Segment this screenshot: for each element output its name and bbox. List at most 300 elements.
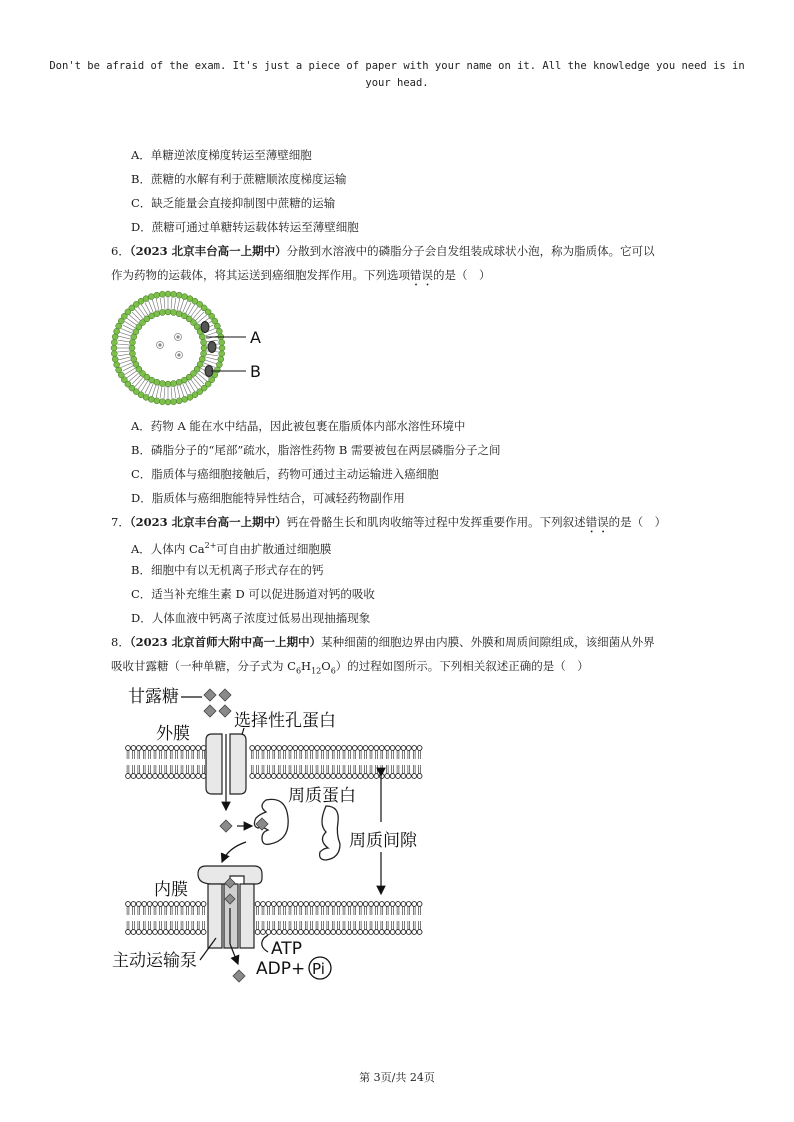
lipid-tail bbox=[206, 354, 219, 356]
periplasmic-protein-free bbox=[320, 806, 340, 860]
phospholipid-head bbox=[277, 902, 282, 907]
q8-mid2: O bbox=[321, 659, 331, 673]
phospholipid-head-outer bbox=[176, 398, 182, 404]
q7-source: （2023 北京丰台高一上期中） bbox=[129, 515, 287, 529]
lipid-tail bbox=[138, 379, 146, 390]
phospholipid-head bbox=[309, 746, 314, 751]
inner-membrane-label: 内膜 bbox=[154, 880, 188, 900]
lipid-tail bbox=[129, 315, 139, 323]
q8-source: （2023 北京首师大附中高一上期中） bbox=[129, 635, 322, 649]
lipid-tail bbox=[174, 298, 176, 311]
phospholipid-head bbox=[142, 746, 147, 751]
phospholipid-head-inner bbox=[199, 334, 205, 340]
phospholipid-head-outer bbox=[112, 356, 118, 362]
q6-option-b: B．磷脂分子的“尾部”疏水，脂溶性药物 B 需要被包在两层磷脂分子之间 bbox=[131, 443, 501, 457]
lipid-tail bbox=[125, 368, 136, 375]
phospholipid-head-inner bbox=[165, 309, 171, 315]
phospholipid-head-outer bbox=[154, 398, 160, 404]
phospholipid-head-outer bbox=[111, 345, 117, 351]
lipid-tail bbox=[125, 321, 136, 328]
phospholipid-head bbox=[282, 902, 287, 907]
q6-stem-text1: 分散到水溶液中的磷脂分子会自发组装成球状小泡，称为脂质体。它可以 bbox=[286, 244, 655, 258]
phospholipid-head bbox=[369, 746, 374, 751]
q8-sub3: 6 bbox=[330, 666, 336, 676]
lipid-tail bbox=[132, 312, 141, 321]
phospholipid-head bbox=[352, 902, 357, 907]
page-footer: 第 3页/共 24页 bbox=[359, 1071, 435, 1084]
lipid-tail bbox=[205, 357, 218, 360]
phospholipid-head bbox=[163, 902, 168, 907]
phospholipid-head bbox=[288, 930, 293, 935]
phospholipid-head bbox=[304, 774, 309, 779]
lipid-tail bbox=[174, 386, 176, 399]
phospholipid-head bbox=[309, 902, 314, 907]
phospholipid-head bbox=[147, 930, 152, 935]
phospholipid-head bbox=[196, 774, 201, 779]
phospholipid-head-outer bbox=[219, 351, 225, 357]
phospholipid-head bbox=[331, 746, 336, 751]
phospholipid-head bbox=[342, 746, 347, 751]
phospholipid-head bbox=[201, 746, 206, 751]
phospholipid-head bbox=[390, 746, 395, 751]
q7-stem-emph: 错误 bbox=[585, 515, 609, 529]
phospholipid-head-inner bbox=[129, 339, 135, 345]
phospholipid-head bbox=[331, 930, 336, 935]
phospholipid-head bbox=[136, 902, 141, 907]
phospholipid-head-inner bbox=[171, 309, 177, 315]
q6-option-d: D．脂质体与癌细胞能特异性结合，可减轻药物副作用 bbox=[131, 491, 405, 505]
phospholipid-head bbox=[250, 746, 255, 751]
q7-stem bbox=[111, 514, 666, 536]
phospholipid-head bbox=[417, 902, 422, 907]
lipid-tail bbox=[193, 377, 201, 387]
phospholipid-head bbox=[374, 774, 379, 779]
atp-arrow bbox=[262, 938, 268, 952]
phospholipid-head bbox=[142, 774, 147, 779]
phospholipid-head bbox=[396, 902, 401, 907]
phospholipid-head bbox=[271, 902, 276, 907]
phospholipid-head bbox=[347, 774, 352, 779]
phospholipid-head bbox=[325, 746, 330, 751]
phospholipid-head bbox=[358, 774, 363, 779]
phospholipid-head-inner bbox=[154, 311, 160, 317]
lipid-tail bbox=[177, 385, 180, 398]
phospholipid-head bbox=[266, 930, 271, 935]
phospholipid-head bbox=[153, 902, 158, 907]
phospholipid-head bbox=[174, 930, 179, 935]
phospholipid-head bbox=[180, 902, 185, 907]
phospholipid-head bbox=[325, 902, 330, 907]
phospholipid-head bbox=[390, 902, 395, 907]
q8-mid1: H bbox=[301, 659, 312, 673]
phospholipid-head-inner bbox=[201, 339, 207, 345]
phospholipid-head-inner bbox=[171, 381, 177, 387]
phospholipid-head bbox=[320, 774, 325, 779]
phospholipid-head bbox=[201, 774, 206, 779]
label-b: B bbox=[250, 362, 261, 381]
phospholipid-head bbox=[385, 902, 390, 907]
lipid-tail bbox=[156, 298, 159, 311]
phospholipid-head bbox=[169, 746, 174, 751]
phospholipid-head-outer bbox=[159, 399, 165, 405]
phospholipid-head bbox=[153, 930, 158, 935]
phospholipid-head-inner bbox=[159, 381, 165, 387]
phospholipid-head-outer bbox=[171, 291, 177, 297]
phospholipid-head-inner bbox=[129, 351, 135, 357]
q6-stem-line1 bbox=[111, 243, 655, 259]
phospholipid-head bbox=[401, 774, 406, 779]
phospholipid-head bbox=[131, 930, 136, 935]
phospholipid-head bbox=[174, 902, 179, 907]
mannose-periplasm bbox=[220, 820, 232, 832]
phospholipid-head bbox=[412, 774, 417, 779]
q6-stem-post: 的是（ ） bbox=[433, 268, 491, 282]
lipid-tail bbox=[156, 385, 159, 398]
phospholipid-head-outer bbox=[216, 328, 222, 334]
lipid-tail bbox=[118, 340, 131, 342]
phospholipid-head bbox=[369, 902, 374, 907]
phospholipid-head-inner bbox=[165, 381, 171, 387]
phospholipid-head bbox=[190, 930, 195, 935]
lipid-tail bbox=[171, 386, 172, 399]
phospholipid-head bbox=[315, 930, 320, 935]
phospholipid-head-outer bbox=[148, 294, 154, 300]
phospholipid-head bbox=[369, 930, 374, 935]
phospholipid-head bbox=[304, 930, 309, 935]
lipid-tail bbox=[195, 375, 204, 384]
q7-option-a-pre: A．人体内 Ca bbox=[131, 541, 205, 556]
lipid-tail bbox=[193, 309, 201, 319]
phospholipid-head bbox=[147, 774, 152, 779]
phospholipid-head bbox=[352, 930, 357, 935]
q7-option-a-post: 可自由扩散通过细胞膜 bbox=[216, 541, 332, 556]
phospholipid-head bbox=[201, 930, 206, 935]
phospholipid-head bbox=[396, 930, 401, 935]
phospholipid-head bbox=[336, 746, 341, 751]
phospholipid-head bbox=[385, 774, 390, 779]
q6-stem-line2 bbox=[111, 267, 491, 289]
phospholipid-head bbox=[136, 746, 141, 751]
phospholipid-head bbox=[153, 746, 158, 751]
liposome-figure bbox=[108, 290, 288, 410]
phospholipid-head bbox=[347, 746, 352, 751]
lipid-tail bbox=[118, 357, 131, 360]
pore-protein-label: 选择性孔蛋白 bbox=[234, 711, 336, 731]
phospholipid-head bbox=[131, 902, 136, 907]
phospholipid-head bbox=[147, 746, 152, 751]
phospholipid-head-outer bbox=[219, 345, 225, 351]
phospholipid-head bbox=[320, 930, 325, 935]
phospholipid-head-outer bbox=[111, 351, 117, 357]
phospholipid-head bbox=[342, 902, 347, 907]
phospholipid-head bbox=[153, 774, 158, 779]
phospholipid-head bbox=[190, 902, 195, 907]
phospholipid-head bbox=[298, 746, 303, 751]
q8-stem-line2 bbox=[111, 658, 589, 679]
phospholipid-head bbox=[266, 774, 271, 779]
phospholipid-head bbox=[304, 746, 309, 751]
phospholipid-head bbox=[406, 930, 411, 935]
phospholipid-head bbox=[126, 746, 131, 751]
phospholipid-head bbox=[282, 774, 287, 779]
phospholipid-head bbox=[126, 902, 131, 907]
periplasmic-space-label: 周质间隙 bbox=[349, 831, 417, 851]
phospholipid-head bbox=[417, 746, 422, 751]
phospholipid-head bbox=[396, 774, 401, 779]
q5-option-c: C．缺乏能量会直接抑制图中蔗糖的运输 bbox=[131, 196, 336, 210]
phospholipid-head bbox=[374, 930, 379, 935]
phospholipid-head bbox=[185, 902, 190, 907]
phospholipid-head bbox=[304, 902, 309, 907]
phospholipid-head bbox=[336, 902, 341, 907]
phospholipid-head bbox=[180, 746, 185, 751]
phospholipid-head bbox=[293, 902, 298, 907]
phospholipid-head bbox=[185, 746, 190, 751]
phospholipid-head bbox=[315, 774, 320, 779]
phospholipid-head bbox=[163, 930, 168, 935]
phospholipid-head bbox=[374, 746, 379, 751]
phospholipid-head bbox=[363, 746, 368, 751]
phospholipid-head-outer bbox=[171, 399, 177, 405]
phospholipid-head bbox=[131, 774, 136, 779]
phospholipid-head bbox=[136, 930, 141, 935]
phospholipid-head bbox=[347, 930, 352, 935]
phospholipid-head bbox=[363, 902, 368, 907]
phospholipid-head bbox=[369, 774, 374, 779]
phospholipid-head bbox=[174, 774, 179, 779]
phospholipid-head bbox=[412, 930, 417, 935]
phospholipid-head bbox=[320, 746, 325, 751]
phospholipid-head bbox=[363, 930, 368, 935]
periplasmic-protein-label: 周质蛋白 bbox=[288, 786, 356, 806]
phospholipid-head-inner bbox=[201, 345, 207, 351]
outer-membrane bbox=[126, 746, 422, 779]
phospholipid-head bbox=[298, 930, 303, 935]
phospholipid-head bbox=[358, 930, 363, 935]
phospholipid-head bbox=[385, 746, 390, 751]
phospholipid-head bbox=[158, 746, 163, 751]
q6-stem-pre: 作为药物的运载体，将其运送到癌细胞发挥作用。下列选项 bbox=[111, 268, 410, 282]
q8-sub2: 12 bbox=[311, 666, 322, 676]
phospholipid-head bbox=[412, 902, 417, 907]
phospholipid-head bbox=[331, 902, 336, 907]
phospholipid-head bbox=[190, 774, 195, 779]
phospholipid-head-outer bbox=[182, 396, 188, 402]
phospholipid-head bbox=[298, 774, 303, 779]
phospholipid-head-outer bbox=[219, 339, 225, 345]
lipid-tail bbox=[180, 299, 184, 311]
phospholipid-head bbox=[271, 746, 276, 751]
phospholipid-head bbox=[250, 774, 255, 779]
phospholipid-head-outer bbox=[154, 292, 160, 298]
mannose-transport-figure bbox=[106, 682, 446, 987]
q7-number: 7． bbox=[111, 515, 130, 529]
atp-label: ATP bbox=[271, 939, 302, 959]
lipid-tail bbox=[135, 377, 143, 387]
phospholipid-head bbox=[347, 902, 352, 907]
phospholipid-head bbox=[417, 930, 422, 935]
drug-a-molecules bbox=[157, 334, 183, 359]
q7-option-a-sup: 2+ bbox=[204, 541, 217, 550]
q5-option-a: A．单糖逆浓度梯度转运至薄壁细胞 bbox=[131, 148, 312, 162]
phospholipid-head bbox=[185, 930, 190, 935]
phospholipid-head bbox=[158, 774, 163, 779]
phospholipid-head bbox=[169, 902, 174, 907]
lipid-tail bbox=[119, 332, 131, 336]
phospholipid-head bbox=[288, 774, 293, 779]
lipid-tail bbox=[160, 386, 162, 399]
lipid-tail bbox=[127, 370, 138, 378]
phospholipid-head bbox=[288, 902, 293, 907]
phospholipid-head bbox=[196, 930, 201, 935]
phospholipid-head-outer bbox=[159, 291, 165, 297]
phospholipid-head-inner bbox=[176, 379, 182, 385]
phospholipid-head bbox=[309, 774, 314, 779]
phospholipid-head bbox=[266, 746, 271, 751]
phospholipid-head bbox=[412, 746, 417, 751]
phospholipid-head bbox=[174, 746, 179, 751]
phospholipid-head bbox=[266, 902, 271, 907]
phospholipid-head-inner bbox=[159, 309, 165, 315]
lipid-tail bbox=[188, 305, 195, 316]
phospholipid-head bbox=[336, 774, 341, 779]
phospholipid-head bbox=[185, 774, 190, 779]
phospholipid-head bbox=[126, 930, 131, 935]
lipid-tail bbox=[119, 360, 131, 364]
lipid-tail bbox=[188, 380, 195, 391]
phospholipid-head bbox=[406, 902, 411, 907]
lipid-tail bbox=[152, 384, 156, 396]
lipid-tail bbox=[171, 297, 172, 310]
phospholipid-head bbox=[336, 930, 341, 935]
q5-option-d: D．蔗糖可通过单糖转运载体转运至薄壁细胞 bbox=[131, 220, 359, 234]
phospholipid-head bbox=[255, 930, 260, 935]
phospholipid-head bbox=[261, 774, 266, 779]
q8-stem-text1: 某种细菌的细胞边界由内膜、外膜和周质间隙组成，该细菌从外界 bbox=[321, 635, 655, 649]
lipid-tail bbox=[177, 298, 180, 311]
phospholipid-head bbox=[401, 930, 406, 935]
phospholipid-head bbox=[325, 774, 330, 779]
phospholipid-head bbox=[196, 902, 201, 907]
phospholipid-head bbox=[374, 902, 379, 907]
lipid-tail bbox=[152, 299, 156, 311]
phospholipid-head bbox=[309, 930, 314, 935]
q6-stem-emph: 错误 bbox=[410, 268, 433, 282]
lipid-tail bbox=[117, 351, 130, 352]
phospholipid-head bbox=[142, 902, 147, 907]
phospholipid-head bbox=[315, 902, 320, 907]
lipid-tail bbox=[118, 336, 131, 339]
q7-stem-pre: 钙在骨骼生长和肌肉收缩等过程中发挥重要作用。下列叙述 bbox=[286, 515, 586, 529]
phospholipid-head bbox=[169, 774, 174, 779]
phospholipid-head bbox=[126, 774, 131, 779]
phospholipid-head bbox=[293, 746, 298, 751]
phospholipid-head bbox=[298, 902, 303, 907]
phospholipid-head bbox=[406, 774, 411, 779]
phospholipid-head bbox=[163, 746, 168, 751]
phospholipid-head-outer bbox=[111, 339, 117, 345]
phospholipid-head bbox=[320, 902, 325, 907]
q8-stem-line1 bbox=[111, 634, 655, 650]
phospholipid-head bbox=[379, 746, 384, 751]
lipid-tail bbox=[141, 305, 148, 316]
phospholipid-head-outer bbox=[114, 362, 120, 368]
lipid-tail bbox=[160, 298, 162, 311]
header-motto: Don't be afraid of the exam. It's just a piece of paper with your name on it. All the knowledge you need is in your head. bbox=[49, 60, 745, 89]
phospholipid-head bbox=[271, 774, 276, 779]
phospholipid-head bbox=[401, 902, 406, 907]
phospholipid-head bbox=[180, 930, 185, 935]
mannose-molecules bbox=[204, 689, 231, 717]
phospholipid-head bbox=[406, 746, 411, 751]
phospholipid-head-inner bbox=[201, 351, 207, 357]
liposome-inner-heads bbox=[129, 309, 207, 387]
phospholipid-head bbox=[131, 746, 136, 751]
lipid-tail bbox=[190, 379, 198, 390]
phospholipid-head-outer bbox=[218, 356, 224, 362]
phospholipid-head bbox=[325, 930, 330, 935]
lipid-tail bbox=[138, 307, 146, 318]
phospholipid-head bbox=[255, 774, 260, 779]
phospholipid-head bbox=[158, 902, 163, 907]
outer-membrane-label: 外膜 bbox=[156, 724, 190, 744]
mannose-cytoplasm bbox=[233, 970, 245, 982]
phospholipid-head bbox=[379, 902, 384, 907]
phospholipid-head bbox=[136, 774, 141, 779]
phospholipid-head-outer bbox=[165, 399, 171, 405]
lipid-tail bbox=[164, 297, 165, 310]
lipid-tail bbox=[180, 384, 184, 396]
phospholipid-head bbox=[331, 774, 336, 779]
adp-label: ADP+ bbox=[256, 959, 306, 979]
pi-label: Pi bbox=[312, 960, 325, 978]
q8-stem-pre: 吸收甘露糖（一种单糖，分子式为 C bbox=[111, 659, 296, 673]
phospholipid-head bbox=[352, 746, 357, 751]
phospholipid-head bbox=[190, 746, 195, 751]
lipid-tail bbox=[127, 318, 138, 326]
phospholipid-head bbox=[417, 774, 422, 779]
inner-membrane bbox=[126, 902, 422, 935]
phospholipid-head bbox=[282, 930, 287, 935]
phospholipid-head bbox=[169, 930, 174, 935]
q6-source: （2023 北京丰台高一上期中） bbox=[129, 244, 287, 258]
phospholipid-head bbox=[277, 774, 282, 779]
lipid-tail bbox=[118, 354, 131, 356]
q7-option-d: D．人体血液中钙离子浓度过低易出现抽搐现象 bbox=[131, 611, 371, 625]
phospholipid-head bbox=[352, 774, 357, 779]
lipid-tail bbox=[135, 309, 143, 319]
phospholipid-head bbox=[261, 746, 266, 751]
phospholipid-head-inner bbox=[131, 356, 137, 362]
phospholipid-head bbox=[261, 902, 266, 907]
q8-sub1: 6 bbox=[295, 666, 302, 676]
phospholipid-head bbox=[401, 746, 406, 751]
q7-option-c: C．适当补充维生素 D 可以促进肠道对钙的吸收 bbox=[131, 587, 375, 601]
phospholipid-head bbox=[282, 746, 287, 751]
lipid-tail bbox=[117, 344, 130, 345]
phospholipid-head-inner bbox=[129, 345, 135, 351]
phospholipid-head-outer bbox=[176, 292, 182, 298]
phospholipid-head bbox=[142, 930, 147, 935]
phospholipid-head-outer bbox=[112, 334, 118, 340]
q6-option-c: C．脂质体与癌细胞接触后，药物可通过主动运输进入癌细胞 bbox=[131, 467, 439, 481]
q6-option-a: A．药物 A 能在水中结晶，因此被包裹在脂质体内部水溶性环境中 bbox=[131, 419, 466, 433]
lipid-tail bbox=[190, 307, 198, 318]
q7-stem-post: 的是（ ） bbox=[608, 515, 667, 529]
phospholipid-head bbox=[158, 930, 163, 935]
phospholipid-head bbox=[379, 774, 384, 779]
lipid-tail bbox=[195, 312, 204, 321]
